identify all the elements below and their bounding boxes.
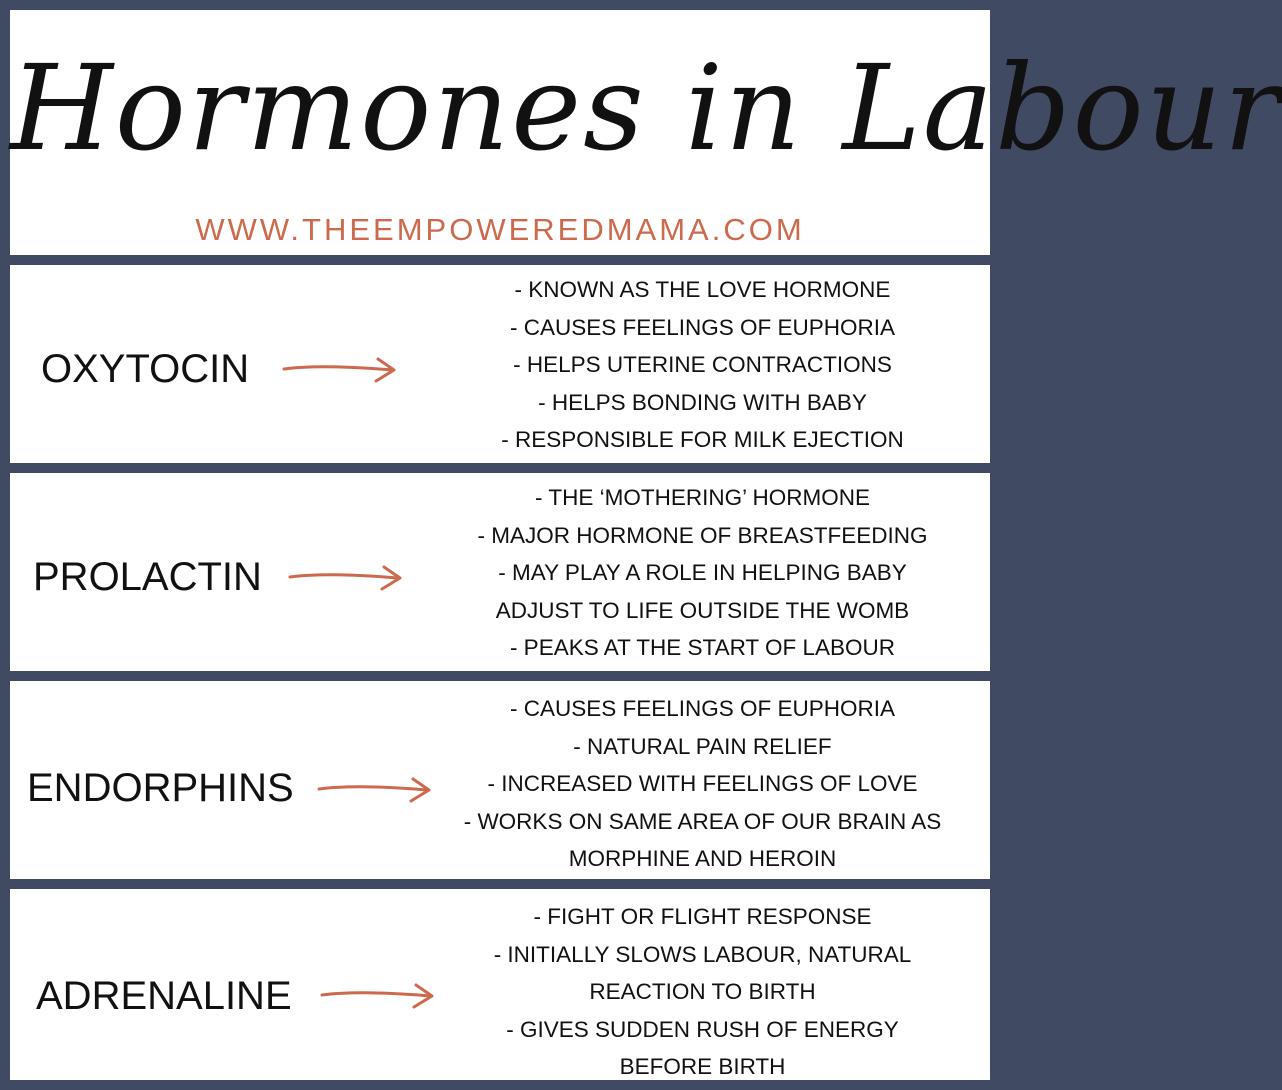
fact-item: MORPHINE AND HEROIN	[568, 846, 837, 871]
page-title: Hormones in Labour	[10, 39, 1282, 177]
fact-item: - WORKS ON SAME AREA OF OUR BRAIN AS	[463, 808, 942, 834]
hormone-name: PROLACTIN	[33, 555, 262, 599]
fact-list	[415, 271, 990, 459]
fact-item: - CAUSES FEELINGS OF EUPHORIA	[509, 696, 896, 721]
fact-item: ADJUST TO LIFE OUTSIDE THE WOMB	[495, 597, 910, 623]
fact-item: - CAUSES FEELINGS OF EUPHORIA	[509, 314, 896, 340]
fact-list	[415, 898, 990, 1086]
hormone-card-endorphins	[10, 681, 990, 879]
hormone-name: ENDORPHINS	[27, 766, 294, 810]
right-arrow-icon	[286, 562, 406, 592]
hormone-name: ADRENALINE	[36, 974, 292, 1018]
hormone-card-adrenaline	[10, 889, 990, 1080]
fact-item: - RESPONSIBLE FOR MILK EJECTION	[501, 427, 904, 452]
fact-item: REACTION TO BIRTH	[589, 979, 816, 1004]
fact-item: BEFORE BIRTH	[619, 1054, 786, 1079]
hormone-name: OXYTOCIN	[41, 347, 250, 391]
fact-item: - INITIALLY SLOWS LABOUR, NATURAL	[493, 941, 912, 967]
fact-item: - PEAKS AT THE START OF LABOUR	[509, 635, 896, 660]
fact-item: - HELPS UTERINE CONTRACTIONS	[513, 352, 892, 377]
fact-item: - MAY PLAY A ROLE IN HELPING BABY	[498, 560, 907, 585]
fact-list	[415, 479, 990, 667]
fact-item: - INCREASED WITH FEELINGS OF LOVE	[487, 771, 918, 796]
fact-item: - MAJOR HORMONE OF BREASTFEEDING	[477, 522, 928, 548]
hormone-card-prolactin	[10, 473, 990, 671]
fact-item: - KNOWN AS THE LOVE HORMONE	[514, 277, 891, 302]
fact-item: - THE ‘MOTHERING’ HORMONE	[535, 485, 870, 510]
fact-item: - FIGHT OR FLIGHT RESPONSE	[533, 904, 872, 929]
fact-list	[415, 690, 990, 878]
fact-item: - GIVES SUDDEN RUSH OF ENERGY	[506, 1016, 899, 1042]
header-panel	[10, 10, 1282, 255]
right-arrow-icon	[280, 354, 400, 384]
website-url: WWW.THEEMPOWEREDMAMA.COM	[195, 212, 805, 247]
fact-item: - NATURAL PAIN RELIEF	[573, 733, 832, 759]
hormone-card-oxytocin	[10, 265, 990, 463]
fact-item: - HELPS BONDING WITH BABY	[538, 389, 867, 415]
